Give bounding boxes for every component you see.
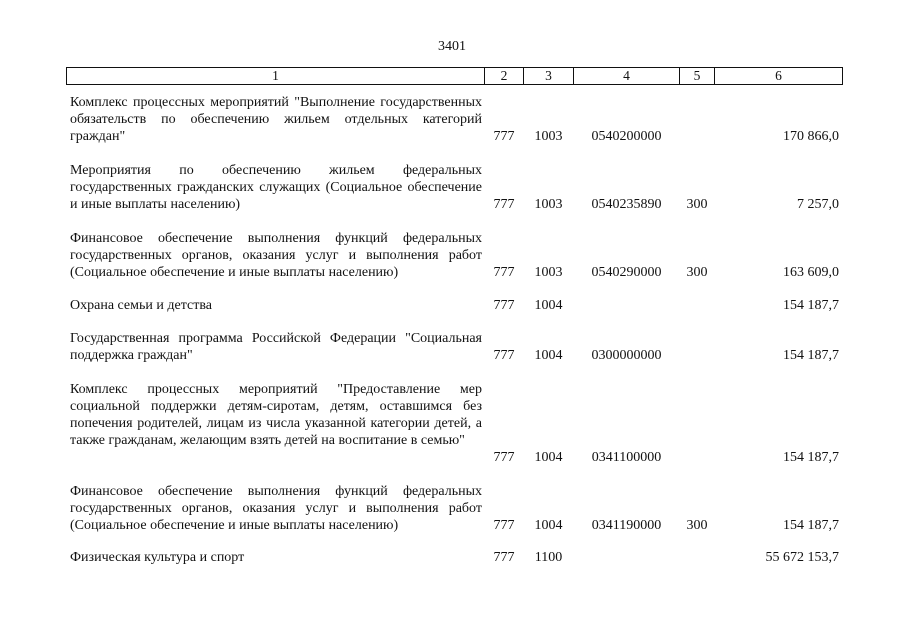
row-target-code: 0540200000 xyxy=(591,129,662,144)
row-target-code: 0540290000 xyxy=(591,265,662,280)
row-section-code: 1004 xyxy=(534,450,563,465)
row-amount: 170 866,0 xyxy=(783,129,839,144)
row-target-code: 0300000000 xyxy=(591,348,662,363)
row-section-code: 1003 xyxy=(534,197,563,212)
row-admin-code: 777 xyxy=(493,197,515,212)
row-section-code: 1100 xyxy=(534,550,563,565)
page-number: 3401 xyxy=(438,39,466,54)
row-section-code: 1003 xyxy=(534,129,563,144)
row-expense-type: 300 xyxy=(686,197,708,212)
row-description: Финансовое обеспечение выполнения функций федеральных государственных органов, оказания услуг и выполнения работ (Социальное обеспечение и иные выплаты населению) xyxy=(70,231,482,280)
row-section-code: 1004 xyxy=(534,348,563,363)
row-amount: 154 187,7 xyxy=(783,298,839,313)
row-amount: 163 609,0 xyxy=(783,265,839,280)
column-header-2: 2 xyxy=(484,67,524,85)
row-amount: 55 672 153,7 xyxy=(765,550,839,565)
row-section-code: 1004 xyxy=(534,298,563,313)
row-expense-type: 300 xyxy=(686,265,708,280)
row-admin-code: 777 xyxy=(493,265,515,280)
row-expense-type: 300 xyxy=(686,518,708,533)
row-admin-code: 777 xyxy=(493,298,515,313)
row-admin-code: 777 xyxy=(493,129,515,144)
row-section-code: 1003 xyxy=(534,265,563,280)
row-description: Физическая культура и спорт xyxy=(70,550,245,565)
row-description: Финансовое обеспечение выполнения функций федеральных государственных органов, оказания услуг и выполнения работ (Социальное обеспечение и иные выплаты населению) xyxy=(70,484,482,533)
row-admin-code: 777 xyxy=(493,550,515,565)
column-header-6: 6 xyxy=(714,67,843,85)
row-target-code: 0341100000 xyxy=(591,450,662,465)
row-admin-code: 777 xyxy=(493,518,515,533)
row-target-code: 0540235890 xyxy=(591,197,662,212)
row-admin-code: 777 xyxy=(493,450,515,465)
column-header-3: 3 xyxy=(523,67,574,85)
row-amount: 154 187,7 xyxy=(783,450,839,465)
row-description: Комплекс процессных мероприятий "Выполнение государственных обязательств по обеспечению жильем отдельных категорий граждан" xyxy=(70,95,482,144)
row-section-code: 1004 xyxy=(534,518,563,533)
row-amount: 7 257,0 xyxy=(797,197,839,212)
row-description: Мероприятия по обеспечению жильем федеральных государственных гражданских служащих (Социальное обеспечение и иные выплаты населению) xyxy=(70,163,482,212)
row-amount: 154 187,7 xyxy=(783,518,839,533)
column-header-1: 1 xyxy=(66,67,485,85)
column-header-5: 5 xyxy=(679,67,715,85)
row-description: Охрана семьи и детства xyxy=(70,298,212,313)
row-amount: 154 187,7 xyxy=(783,348,839,363)
row-target-code: 0341190000 xyxy=(591,518,662,533)
row-admin-code: 777 xyxy=(493,348,515,363)
row-description: Комплекс процессных мероприятий "Предоставление мер социальной поддержки детям-сиротам, детям, оставшимся без попечения родителей, лицам из числа указанной категории детей, а также гражданам, желающим взять детей на воспитание в семью" xyxy=(70,382,482,448)
column-header-4: 4 xyxy=(573,67,680,85)
row-description: Государственная программа Российской Федерации "Социальная поддержка граждан" xyxy=(70,331,482,363)
